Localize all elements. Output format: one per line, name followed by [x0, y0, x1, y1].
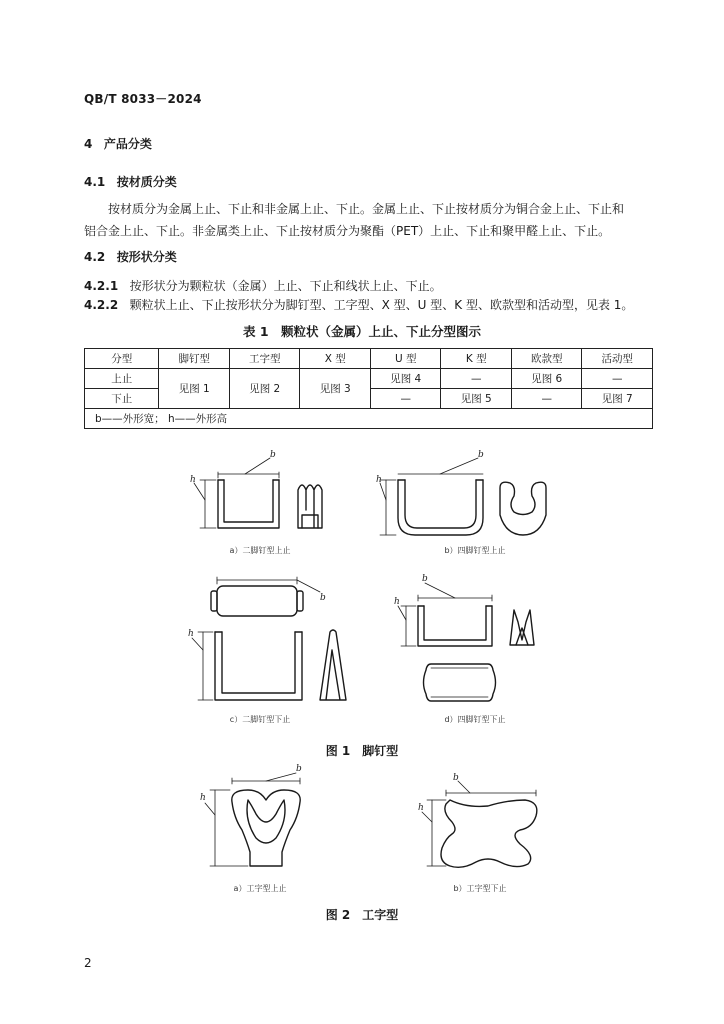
- section-title: 产品分类: [103, 137, 152, 151]
- fig1d-drawing: [398, 583, 534, 701]
- table-header-cell: 活动型: [582, 349, 653, 369]
- clause-text: 按形状分为颗粒状（金属）上止、下止和线状上止、下止。: [129, 279, 442, 293]
- standard-code: QB/T 8033－2024: [84, 92, 202, 106]
- clause-number: 4.2.2: [84, 298, 119, 312]
- dim-label-h: h: [200, 793, 206, 803]
- dim-label-b: b: [478, 450, 484, 460]
- table-cell: 见图 7: [582, 389, 653, 409]
- figure-2-title: 图 2 工字型: [325, 908, 399, 922]
- table-cell: 见图 4: [370, 369, 441, 389]
- fig1c-caption: c）二脚钉型下止: [229, 715, 291, 724]
- table-header-cell: 分型: [85, 349, 159, 369]
- dim-label-h: h: [188, 629, 194, 639]
- fig2b-drawing: [422, 781, 537, 867]
- section-number: 4.1: [84, 175, 106, 189]
- table-cell: 见图 3: [300, 369, 371, 409]
- section-number: 4: [84, 137, 93, 151]
- fig1b-caption: b）四脚钉型上止: [444, 546, 506, 555]
- table-cell: 见图 2: [229, 369, 300, 409]
- table-header-cell: U 型: [370, 349, 441, 369]
- body-line: 按材质分为金属上止、下止和非金属上止、下止。金属上止、下止按材质分为铜合金上止、下止和: [108, 202, 625, 216]
- table-cell: —: [370, 389, 441, 409]
- table-cell: 见图 6: [511, 369, 582, 389]
- fig2b-caption: b）工字型下止: [453, 884, 507, 893]
- dim-label-b: b: [320, 593, 326, 603]
- dim-label-h: h: [418, 803, 424, 813]
- section-title: 按材质分类: [116, 175, 177, 189]
- fig2a-caption: a）工字型上止: [233, 884, 287, 893]
- table-cell: 上止: [85, 369, 159, 389]
- fig1d-caption: d）四脚钉型下止: [444, 715, 506, 724]
- section-number: 4.2: [84, 250, 106, 264]
- table-header-cell: 工字型: [229, 349, 300, 369]
- table-cell: 下止: [85, 389, 159, 409]
- fig1a-drawing: [194, 458, 322, 528]
- table-caption: 表 1 颗粒状（金属）上止、下止分型图示: [242, 324, 482, 339]
- fig1b-drawing: [380, 458, 546, 535]
- dim-label-b: b: [270, 450, 276, 460]
- fig1a-caption: a）二脚钉型上止: [229, 546, 291, 555]
- dim-label-h: h: [376, 475, 382, 485]
- table-header-cell: 脚钉型: [159, 349, 230, 369]
- figure-1-title: 图 1 脚钉型: [325, 744, 399, 758]
- dim-label-h: h: [394, 597, 400, 607]
- table-header-cell: X 型: [300, 349, 371, 369]
- fig2a-drawing: [205, 773, 300, 866]
- table-cell: 见图 1: [159, 369, 230, 409]
- table-cell: —: [441, 369, 512, 389]
- dim-label-b: b: [453, 773, 459, 783]
- section-title: 按形状分类: [116, 250, 177, 264]
- clause-text: 颗粒状上止、下止按形状分为脚钉型、工字型、X 型、U 型、K 型、欧款型和活动型，见表 1。: [129, 298, 634, 312]
- dim-label-b: b: [422, 574, 428, 584]
- table-header-cell: 欧款型: [511, 349, 582, 369]
- table-cell: 见图 5: [441, 389, 512, 409]
- dim-label-b: b: [296, 764, 302, 774]
- table-cell: —: [511, 389, 582, 409]
- clause-number: 4.2.1: [84, 279, 119, 293]
- page-number: 2: [84, 956, 92, 970]
- dim-label-h: h: [190, 475, 196, 485]
- body-line: 铝合金上止、下止。非金属类上止、下止按材质分为聚酯（PET）上止、下止和聚甲醛上止、下止。: [84, 224, 611, 238]
- table-note: b——外形宽； h——外形高: [85, 409, 653, 429]
- table-header-cell: K 型: [441, 349, 512, 369]
- table-cell: —: [582, 369, 653, 389]
